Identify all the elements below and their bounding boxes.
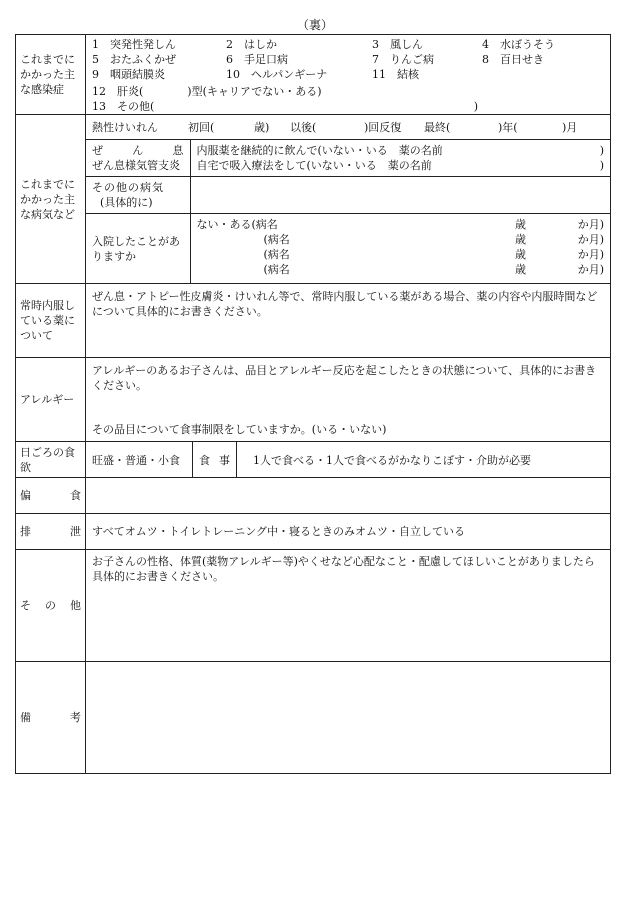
other-illness-field[interactable] (190, 177, 610, 214)
appetite-options[interactable]: 旺盛・普通・小食 (86, 442, 193, 477)
other-illness-label: その他の病気 (具体的に) (92, 181, 164, 209)
remarks-field[interactable] (86, 662, 611, 774)
page-title: （裏） (296, 18, 333, 32)
illnesses-label: これまでにかかった主な病気など (16, 115, 86, 284)
disease-item[interactable]: 6 手足口病 (226, 53, 288, 66)
medicine-field[interactable] (86, 284, 611, 358)
meal-label: 食 事 (193, 442, 237, 477)
disease-item[interactable]: 4 水ぼうそう (482, 38, 555, 51)
hospital-label: 入院したことがありますか (92, 234, 180, 263)
excretion-options[interactable]: すべてオムツ・トイレトレーニング中・寝るときのみオムツ・自立している (92, 525, 466, 538)
allergy-field[interactable] (86, 358, 611, 442)
disease-item[interactable]: 11 結核 (372, 68, 419, 81)
picky-field[interactable] (86, 478, 611, 514)
medicine-instructions: ぜん息・アトピー性皮膚炎・けいれん等で、常時内服している薬がある場合、薬の内容や内服時間などについて具体的にお書きください。 (92, 290, 598, 318)
other-instructions: お子さんの性格、体質(薬物アレルギー等)やくせなど心配なこと・配慮してほしいことがありましたら具体的にお書きください。 (92, 555, 595, 583)
hospital-row: ない・ある(病名 歳 か月) (196, 218, 604, 231)
asthma-medication[interactable]: 内服薬を継続的に飲んで(いない・いる 薬の名前 ) 自宅で吸入療法をして(いない・いる 薬の名前 ) (196, 144, 604, 172)
disease-item (482, 67, 604, 82)
appetite-label: 日ごろの食欲 (16, 442, 86, 478)
other-disease-row[interactable] (86, 99, 610, 114)
disease-item[interactable]: 8 百日せき (482, 53, 544, 66)
disease-item[interactable]: 7 りんご病 (372, 53, 434, 66)
hospital-row: (病名 歳 か月) (263, 248, 604, 261)
allergy-instructions: アレルギーのあるお子さんは、品目とアレルギー反応を起こしたときの状態について、具体的にお書きください。 (92, 364, 597, 392)
febrile-seizure-row[interactable]: 熱性けいれん 初回( 歳) 以後( )回反復 最終( )年( )月 (92, 120, 578, 134)
hospital-row: (病名 歳 か月) (263, 263, 604, 276)
other-disease-close: ) (473, 100, 478, 113)
health-form (15, 34, 611, 774)
disease-item[interactable]: 1 突発性発しん (92, 38, 176, 51)
disease-item[interactable]: 3 風しん (372, 38, 423, 51)
asthma-label: ぜ ん 息 ぜん息様気管支炎 (92, 144, 184, 172)
allergy-label: アレルギー (16, 358, 86, 442)
disease-item[interactable]: 5 おたふくかぜ (92, 53, 176, 66)
disease-list (86, 35, 610, 84)
other-label: そ の 他 (16, 550, 86, 662)
excretion-label: 排 泄 (16, 514, 86, 550)
hepatitis-item[interactable]: 12 肝炎( )型(キャリアでない・ある) (92, 85, 322, 98)
remarks-label: 備 考 (16, 662, 86, 774)
hospital-history[interactable] (191, 214, 611, 280)
medicine-label: 常時内服している薬について (16, 284, 86, 358)
hospital-row: (病名 歳 か月) (263, 233, 604, 246)
illness-subtable (86, 115, 610, 283)
disease-item[interactable]: 10 ヘルパンギーナ (226, 68, 328, 81)
disease-item[interactable]: 2 はしか (226, 38, 277, 51)
other-field[interactable] (86, 550, 611, 662)
diseases-label: これまでにかかった主な感染症 (16, 35, 86, 115)
allergy-restriction[interactable]: その品目について食事制限をしていますか。(いる・いない) (92, 423, 387, 436)
picky-label: 偏 食 (16, 478, 86, 514)
other-disease-open: 13 その他( (92, 100, 155, 113)
disease-item[interactable]: 9 咽頭結膜炎 (92, 68, 165, 81)
meal-options[interactable]: 1人で食べる・1人で食べるがかなりこぼす・介助が必要 (253, 453, 531, 467)
